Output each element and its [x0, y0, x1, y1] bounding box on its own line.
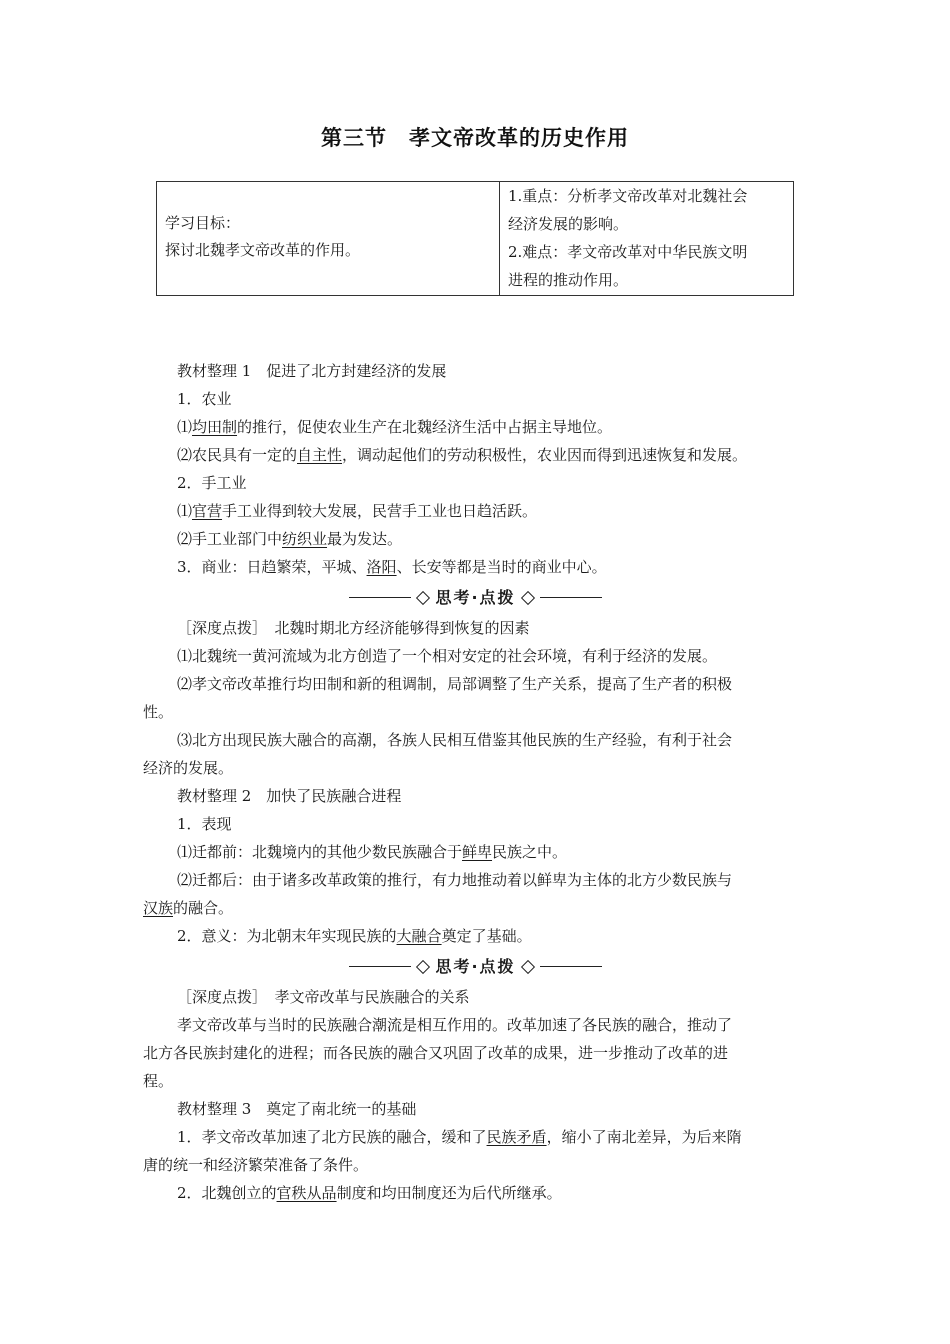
- key-term: 自主性: [297, 446, 343, 464]
- objectives-right-cell: [500, 182, 793, 295]
- think-label: 思考·点拨: [435, 956, 516, 976]
- subsection-title: 2．手工业: [177, 474, 247, 492]
- section-heading: 教材整理 2 加快了民族融合进程: [177, 787, 402, 805]
- key-point-line: 经济发展的影响。: [508, 215, 629, 233]
- subsection-title: 1．农业: [177, 390, 232, 408]
- key-term: 民族矛盾: [486, 1128, 547, 1146]
- divider-line: [349, 597, 411, 598]
- subsection-title: 1．表现: [177, 815, 232, 833]
- deep-heading: ［深度点拨］ 孝文帝改革与民族融合的关系: [177, 988, 470, 1006]
- page-title: 第三节 孝文帝改革的历史作用: [321, 126, 629, 150]
- paragraph-cont: 汉族的融合。: [143, 899, 234, 917]
- main-content: [143, 357, 808, 1207]
- objectives-left-cell: [157, 182, 500, 295]
- think-divider: [143, 581, 808, 614]
- think-divider: [143, 950, 808, 983]
- key-term: 洛阳: [366, 558, 397, 576]
- key-term: 官营: [192, 502, 223, 520]
- paragraph: 孝文帝改革与当时的民族融合潮流是相互作用的。改革加速了各民族的融合，推动了: [177, 1016, 733, 1034]
- objectives-label: 学习目标：: [165, 214, 241, 232]
- paragraph-cont: 性。: [143, 703, 174, 721]
- paragraph-cont: 程。: [143, 1072, 174, 1090]
- paragraph: 3．商业：日趋繁荣，平城、洛阳、长安等都是当时的商业中心。: [177, 558, 607, 576]
- deep-heading: ［深度点拨］ 北魏时期北方经济能够得到恢复的因素: [177, 619, 530, 637]
- paragraph: ⑵孝文帝改革推行均田制和新的租调制，局部调整了生产关系，提高了生产者的积极: [177, 675, 733, 693]
- diamond-icon: [520, 959, 534, 973]
- paragraph-cont: 经济的发展。: [143, 759, 234, 777]
- paragraph: 2．意义：为北朝末年实现民族的大融合奠定了基础。: [177, 927, 532, 945]
- difficult-point-line: 进程的推动作用。: [508, 271, 629, 289]
- key-point-line: 1.重点：分析孝文帝改革对北魏社会: [508, 187, 748, 205]
- learning-objectives-table: [156, 181, 794, 296]
- key-term: 均田制: [192, 418, 238, 436]
- diamond-icon: [416, 590, 430, 604]
- paragraph-cont: 唐的统一和经济繁荣准备了条件。: [143, 1156, 369, 1174]
- think-label: 思考·点拨: [435, 587, 516, 607]
- paragraph: ⑴迁都前：北魏境内的其他少数民族融合于鲜卑民族之中。: [177, 843, 568, 861]
- paragraph-cont: 北方各民族封建化的进程；而各民族的融合又巩固了改革的成果，进一步推动了改革的进: [143, 1044, 729, 1062]
- paragraph: ⑵迁都后：由于诸多改革政策的推行，有力地推动着以鲜卑为主体的北方少数民族与: [177, 871, 733, 889]
- paragraph: ⑴官营手工业得到较大发展，民营手工业也日趋活跃。: [177, 502, 538, 520]
- section-heading: 教材整理 1 促进了北方封建经济的发展: [177, 362, 447, 380]
- key-term: 大融合: [396, 927, 442, 945]
- paragraph: ⑵农民具有一定的自主性，调动起他们的劳动积极性，农业因而得到迅速恢复和发展。: [177, 446, 748, 464]
- paragraph: ⑶北方出现民族大融合的高潮，各族人民相互借鉴其他民族的生产经验，有利于社会: [177, 731, 733, 749]
- paragraph: ⑴北魏统一黄河流域为北方创造了一个相对安定的社会环境，有利于经济的发展。: [177, 647, 718, 665]
- diamond-icon: [520, 590, 534, 604]
- paragraph: ⑵手工业部门中纺织业最为发达。: [177, 530, 403, 548]
- key-term: 纺织业: [282, 530, 328, 548]
- section-heading: 教材整理 3 奠定了南北统一的基础: [177, 1100, 417, 1118]
- key-term: 鲜卑: [462, 843, 493, 861]
- divider-line: [349, 966, 411, 967]
- paragraph: ⑴均田制的推行，促使农业生产在北魏经济生活中占据主导地位。: [177, 418, 613, 436]
- key-term: 汉族: [143, 899, 174, 917]
- key-term: 官秩从品: [276, 1184, 337, 1202]
- paragraph: 1．孝文帝改革加速了北方民族的融合，缓和了民族矛盾，缩小了南北差异，为后来隋: [177, 1128, 742, 1146]
- difficult-point-line: 2.难点：孝文帝改革对中华民族文明: [508, 243, 748, 261]
- paragraph: 2．北魏创立的官秩从品制度和均田制度还为后代所继承。: [177, 1184, 562, 1202]
- divider-line: [540, 597, 602, 598]
- diamond-icon: [416, 959, 430, 973]
- objectives-text: 探讨北魏孝文帝改革的作用。: [165, 241, 361, 259]
- divider-line: [540, 966, 602, 967]
